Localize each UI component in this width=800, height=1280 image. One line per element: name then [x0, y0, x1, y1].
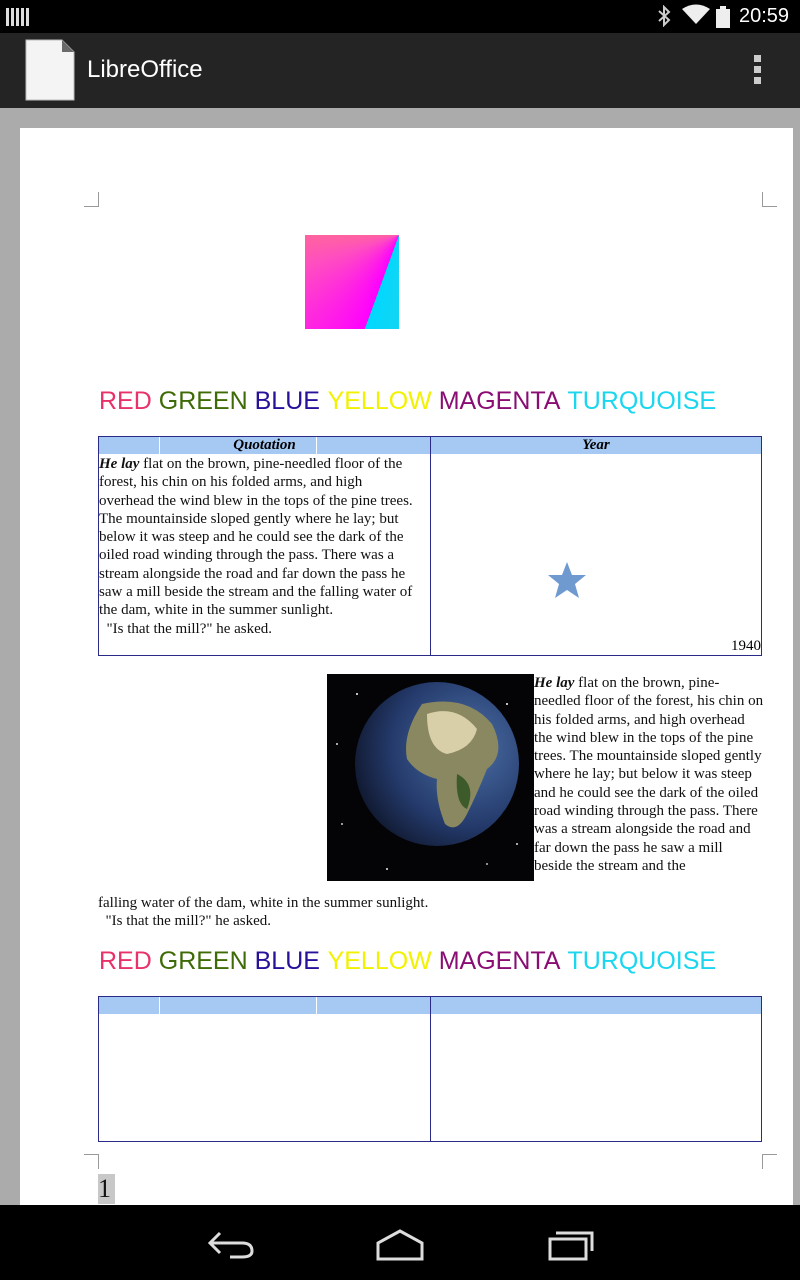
page-corner-mark: [84, 192, 99, 207]
bluetooth-icon: [656, 5, 672, 27]
color-words-line: [99, 387, 716, 416]
header-quotation: Quotation: [233, 437, 296, 453]
page-number: 1: [98, 1174, 115, 1204]
page-corner-mark: [84, 1154, 99, 1169]
document-icon[interactable]: [24, 38, 76, 102]
page-corner-mark: [762, 1154, 777, 1169]
recent-apps-icon[interactable]: [540, 1223, 600, 1263]
battery-icon: [716, 6, 730, 28]
status-bar: [0, 0, 800, 33]
word-yellow: YELLOW: [327, 947, 432, 975]
gradient-image[interactable]: [305, 235, 399, 329]
signal-icon: [6, 8, 32, 26]
wrap-paragraph[interactable]: [534, 674, 764, 875]
word-yellow: YELLOW: [327, 387, 432, 415]
app-bar: [0, 33, 800, 108]
quotation-table[interactable]: [98, 436, 762, 656]
document-page[interactable]: [20, 128, 793, 1205]
clock: 20:59: [739, 5, 790, 27]
word-turquoise: TURQUOISE: [567, 387, 717, 415]
quotation-cell[interactable]: [99, 455, 417, 638]
word-magenta: MAGENTA: [438, 947, 561, 975]
column-divider: [430, 437, 431, 655]
word-green: GREEN: [158, 947, 248, 975]
word-turquoise: TURQUOISE: [567, 947, 717, 975]
word-green: GREEN: [158, 387, 248, 415]
year-cell[interactable]: 1940: [731, 638, 761, 654]
wifi-icon: [682, 4, 710, 26]
quote-text: flat on the brown, pine-needled floor of the forest, his chin on his folded arms, and high overhead the wind blew in the tops of the pine trees. The mountainside sloped gently where he lay; but below it was steep and he could see the dark of the oiled road winding through the pass. There was a stream alongside the road and far down the pass he saw a mill beside the stream and the falling water of the dam, white in the summer sunlight.: [99, 456, 413, 619]
overflow-menu-icon[interactable]: [750, 55, 764, 87]
wrap-bold-text: He lay: [534, 675, 575, 691]
color-words-line: [99, 947, 716, 976]
earth-graphic: [327, 674, 534, 881]
column-divider: [430, 997, 431, 1141]
continuation-line2: "Is that the mill?" he asked.: [98, 913, 272, 930]
back-icon[interactable]: [200, 1223, 260, 1263]
star-shape[interactable]: [547, 561, 587, 599]
page-corner-mark: [762, 192, 777, 207]
header-year: Year: [582, 437, 610, 453]
quote-bold-text: He lay: [99, 456, 140, 472]
word-red: RED: [99, 947, 152, 975]
earth-image[interactable]: [327, 674, 534, 881]
empty-table[interactable]: [98, 996, 762, 1142]
continuation-text: falling water of the dam, white in the summer sunlight.: [98, 895, 429, 911]
paragraph-continuation[interactable]: [98, 894, 758, 931]
word-blue: BLUE: [254, 387, 320, 415]
navigation-bar: [0, 1205, 800, 1280]
word-blue: BLUE: [254, 947, 320, 975]
quote-line2: "Is that the mill?" he asked.: [99, 620, 273, 637]
wrap-text: flat on the brown, pine-needled floor of the forest, his chin on his folded arms, and high overhead the wind blew in the tops of the pine trees. The mountainside sloped gently where he lay; but below it was steep and he could see the dark of the oiled road winding through the pass. There was a stream alongside the road and far down the pass he saw a mill beside the stream and the: [534, 675, 764, 874]
home-icon[interactable]: [370, 1223, 430, 1263]
app-title: LibreOffice: [87, 56, 203, 83]
word-magenta: MAGENTA: [438, 387, 561, 415]
word-red: RED: [99, 387, 152, 415]
